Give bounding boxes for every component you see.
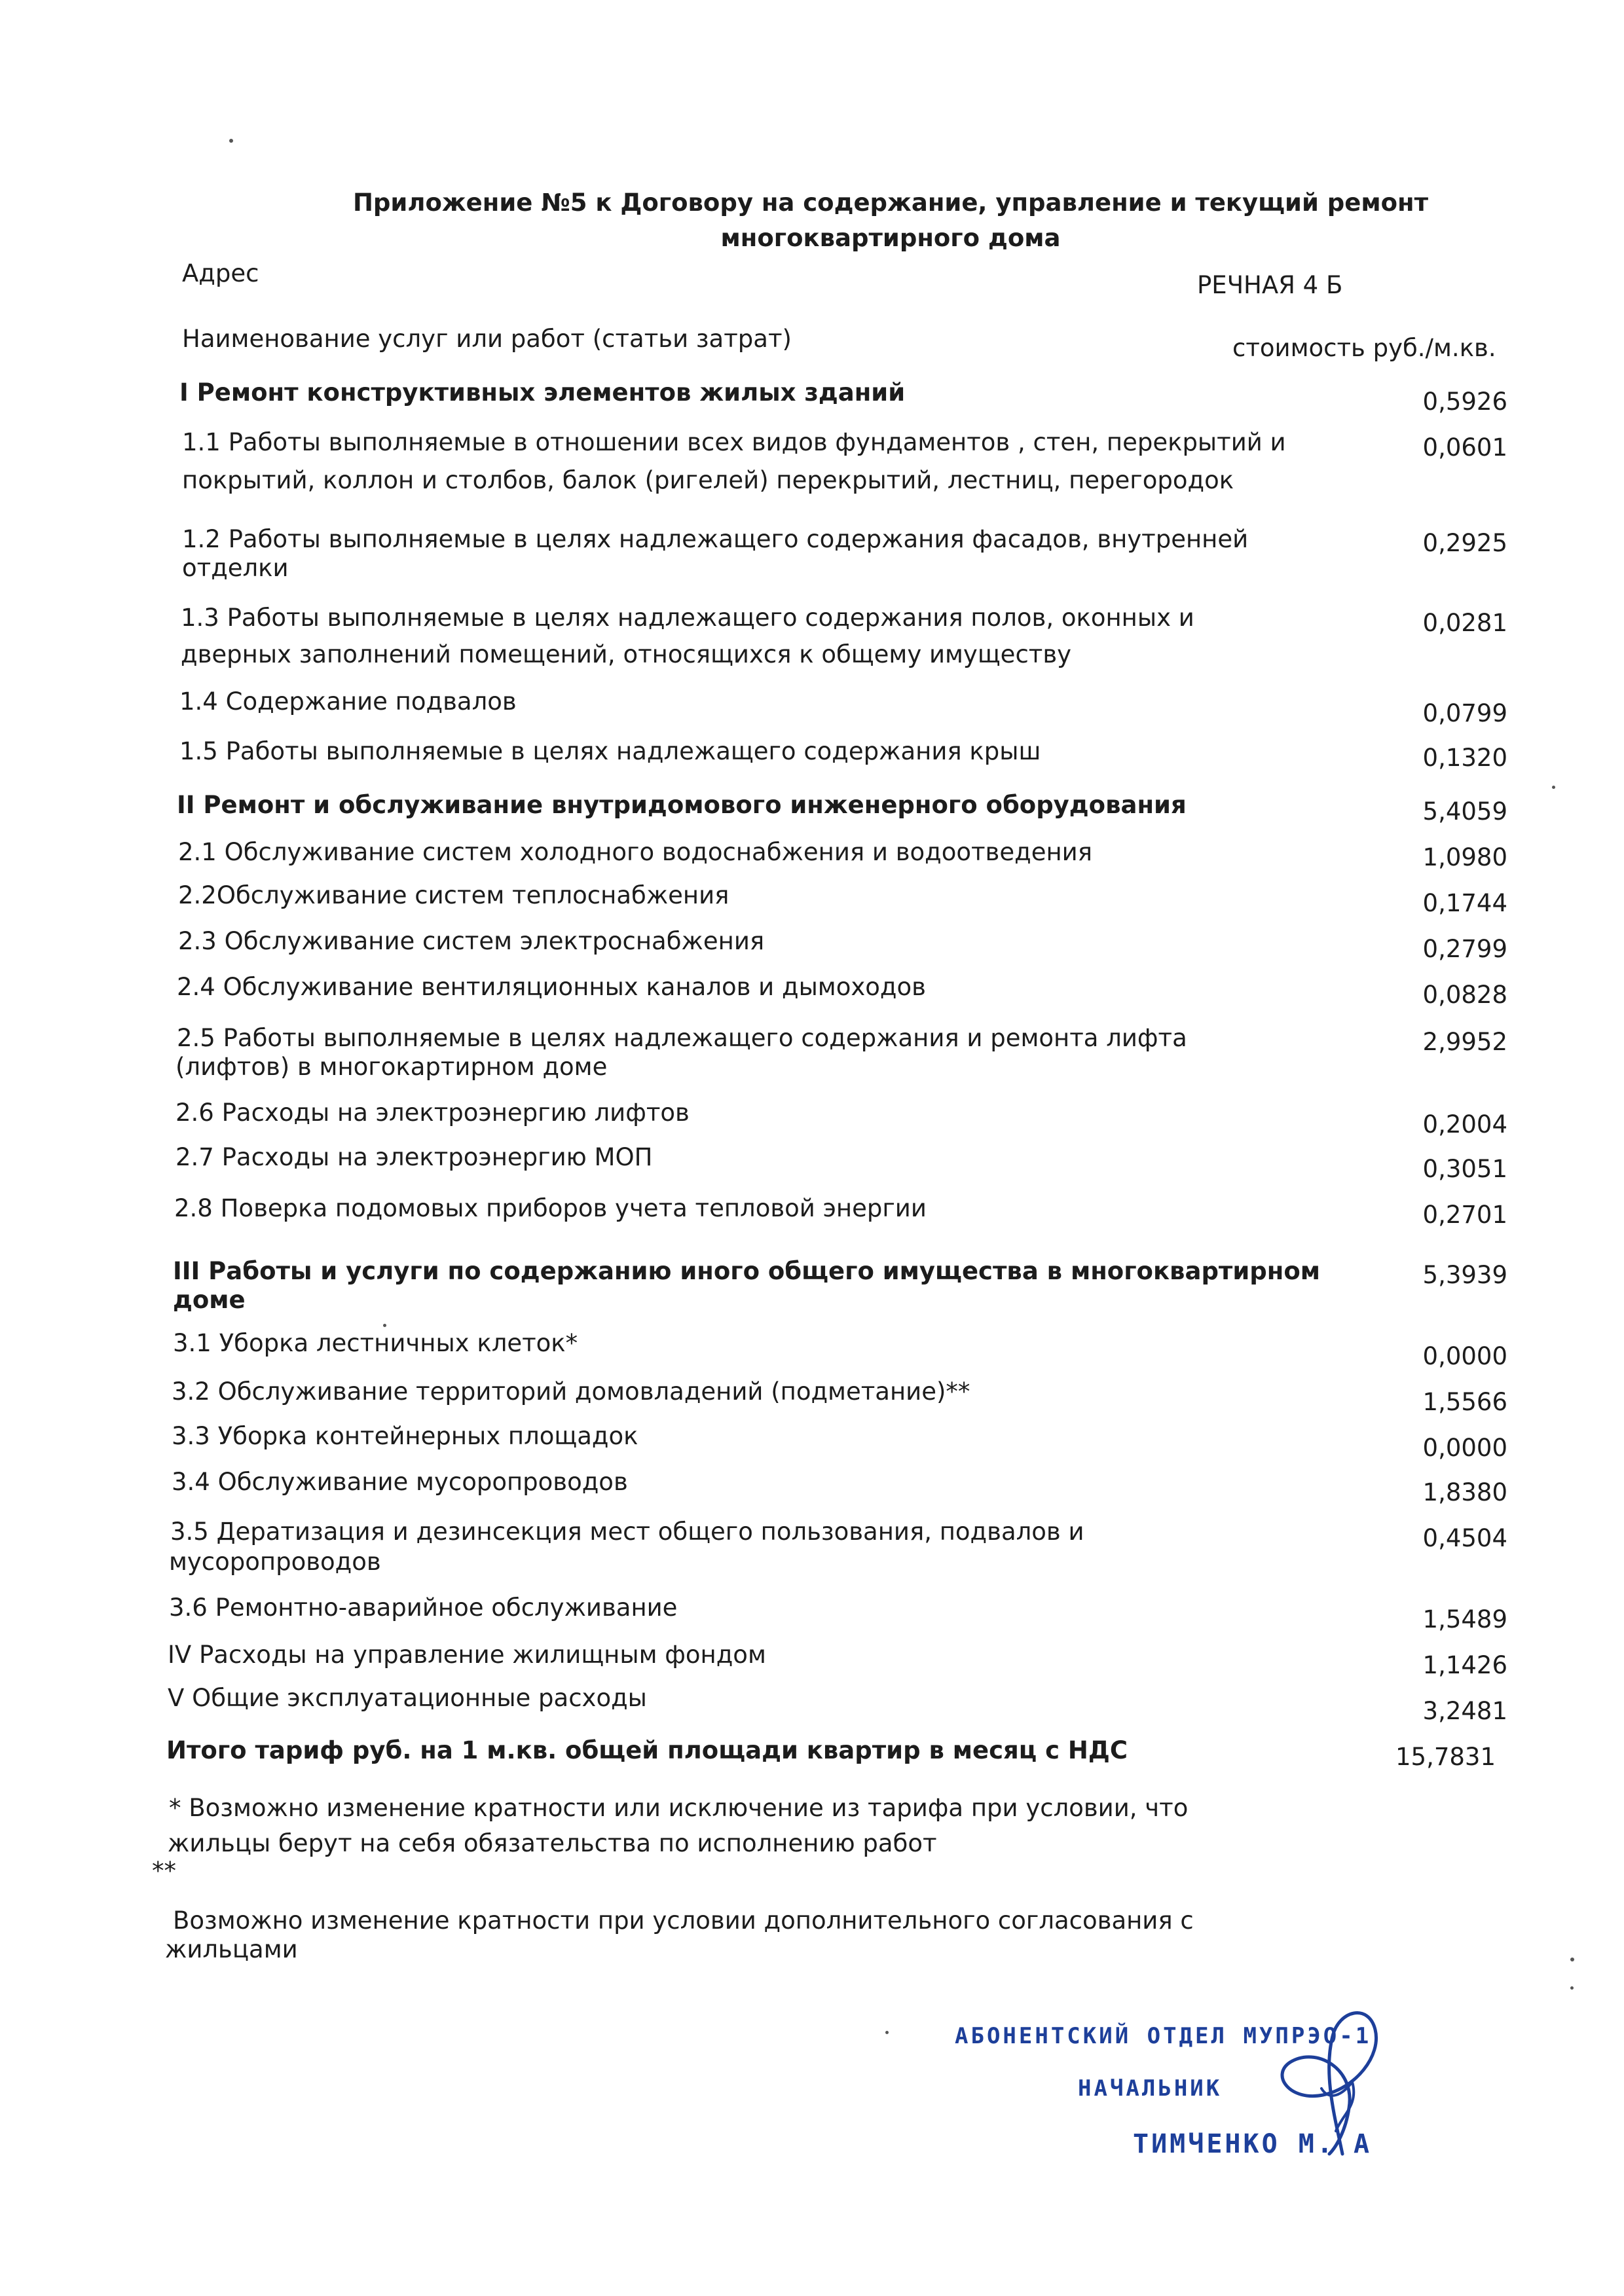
- total-label: Итого тариф руб. на 1 м.кв. общей площади квартир в месяц с НДС: [166, 1736, 1128, 1764]
- item-2-3: 2.3 Обслуживание систем электроснабжения: [178, 927, 765, 955]
- item-2-1: 2.1 Обслуживание систем холодного водоснабжения и водоотведения: [178, 838, 1092, 866]
- item-3-1: 3.1 Уборка лестничных клеток*: [173, 1329, 578, 1357]
- item-3-2: 3.2 Обслуживание территорий домовладений (подметание)**: [172, 1377, 970, 1406]
- section3-title-line2: доме: [173, 1286, 246, 1314]
- item-2-2: 2.2Обслуживание систем теплоснабжения: [178, 881, 729, 909]
- scan-speck: [383, 1324, 386, 1327]
- address-value: РЕЧНАЯ 4 Б: [1197, 271, 1343, 299]
- item-2-4-value: 0,0828: [1422, 981, 1507, 1009]
- item-2-4: 2.4 Обслуживание вентиляционных каналов и дымоходов: [177, 973, 926, 1001]
- item-1-5-value: 0,1320: [1422, 744, 1507, 772]
- section5-label: V Общие эксплуатационные расходы: [168, 1684, 647, 1712]
- section2-total: 5,4059: [1422, 797, 1507, 826]
- item-2-7: 2.7 Расходы на электроэнергию МОП: [175, 1143, 653, 1171]
- item-2-6-value: 0,2004: [1422, 1110, 1507, 1139]
- section3-title-line1: III Работы и услуги по содержанию иного общего имущества в многоквартирном: [173, 1257, 1321, 1285]
- item-1-2-line2: отделки: [182, 554, 289, 582]
- scan-speck: [1570, 1958, 1574, 1961]
- item-1-3-value: 0,0281: [1422, 609, 1507, 637]
- note2-marker: **: [152, 1857, 176, 1885]
- total-value: 15,7831: [1395, 1743, 1496, 1771]
- item-1-5: 1.5 Работы выполняемые в целях надлежащего содержания крыш: [179, 737, 1041, 765]
- item-1-1-value: 0,0601: [1422, 433, 1507, 462]
- item-1-3-line1: 1.3 Работы выполняемые в целях надлежащего содержания полов, оконных и: [181, 604, 1194, 632]
- note2-line1: Возможно изменение кратности при условии дополнительного согласования с: [173, 1906, 1194, 1935]
- section4-value: 1,1426: [1422, 1651, 1507, 1679]
- item-2-5-value: 2,9952: [1422, 1028, 1507, 1056]
- item-2-3-value: 0,2799: [1422, 935, 1507, 963]
- item-1-2-line1: 1.2 Работы выполняемые в целях надлежащего содержания фасадов, внутренней: [182, 525, 1249, 553]
- stamp-department: АБОНЕНТСКИЙ ОТДЕЛ МУПРЭО-1: [955, 2023, 1372, 2049]
- item-3-5-value: 0,4504: [1422, 1524, 1507, 1552]
- item-2-5-line1: 2.5 Работы выполняемые в целях надлежащего содержания и ремонта лифта: [177, 1024, 1187, 1052]
- item-3-6-value: 1,5489: [1422, 1605, 1507, 1633]
- item-1-3-line2: дверных заполнений помещений, относящихся к общему имуществу: [181, 640, 1072, 668]
- stamp-name: ТИМЧЕНКО М. А: [1133, 2129, 1373, 2159]
- item-2-7-value: 0,3051: [1422, 1155, 1507, 1183]
- item-2-8-value: 0,2701: [1422, 1201, 1507, 1229]
- item-2-6: 2.6 Расходы на электроэнергию лифтов: [175, 1099, 690, 1127]
- signature: [1244, 1990, 1395, 2160]
- stamp-position: НАЧАЛЬНИК: [1078, 2075, 1223, 2102]
- item-2-5-line2: (лифтов) в многокартирном доме: [175, 1053, 608, 1081]
- section2-title: II Ремонт и обслуживание внутридомового инженерного оборудования: [177, 791, 1187, 819]
- section3-total: 5,3939: [1422, 1261, 1507, 1289]
- document-title: Приложение №5 к Договору на содержание, управление и текущий ремонт: [352, 189, 1429, 217]
- address-label: Адрес: [182, 259, 259, 287]
- note2-line2: жильцами: [165, 1935, 298, 1963]
- item-1-1-line2: покрытий, коллон и столбов, балок (ригелей) перекрытий, лестниц, перегородок: [182, 466, 1234, 494]
- item-1-4-value: 0,0799: [1422, 699, 1507, 727]
- item-2-8: 2.8 Поверка подомовых приборов учета тепловой энергии: [174, 1194, 927, 1222]
- section5-value: 3,2481: [1422, 1697, 1507, 1725]
- item-1-1-line1: 1.1 Работы выполняемые в отношении всех видов фундаментов , стен, перекрытий и: [182, 428, 1286, 456]
- scan-speck: [1570, 1986, 1574, 1990]
- section4-label: IV Расходы на управление жилищным фондом: [168, 1641, 766, 1669]
- item-3-1-value: 0,0000: [1422, 1342, 1507, 1370]
- section1-total: 0,5926: [1422, 388, 1507, 416]
- note1-line1: * Возможно изменение кратности или исключение из тарифа при условии, что: [169, 1794, 1189, 1822]
- scan-speck: [229, 139, 233, 143]
- scan-speck: [1552, 786, 1555, 789]
- item-3-5-line1: 3.5 Дератизация и дезинсекция мест общего пользования, подвалов и: [170, 1518, 1084, 1546]
- item-3-6: 3.6 Ремонтно-аварийное обслуживание: [169, 1594, 678, 1622]
- item-2-2-value: 0,1744: [1422, 889, 1507, 917]
- item-3-2-value: 1,5566: [1422, 1388, 1507, 1416]
- item-3-3-value: 0,0000: [1422, 1434, 1507, 1462]
- item-1-2-value: 0,2925: [1422, 529, 1507, 557]
- column-header-name: Наименование услуг или работ (статьи затрат): [182, 325, 792, 353]
- note1-line2: жильцы берут на себя обязательства по исполнению работ: [168, 1829, 937, 1857]
- document-title-line2: многоквартирного дома: [720, 224, 1061, 252]
- section1-title: I Ремонт конструктивных элементов жилых зданий: [179, 378, 906, 407]
- item-3-4-value: 1,8380: [1422, 1478, 1507, 1506]
- item-3-5-line2: мусоропроводов: [169, 1548, 381, 1576]
- item-3-4: 3.4 Обслуживание мусоропроводов: [172, 1468, 628, 1496]
- item-3-3: 3.3 Уборка контейнерных площадок: [172, 1422, 638, 1450]
- item-1-4: 1.4 Содержание подвалов: [179, 687, 517, 716]
- column-header-cost: стоимость руб./м.кв.: [1232, 334, 1496, 362]
- item-2-1-value: 1,0980: [1422, 843, 1507, 871]
- scan-speck: [885, 2031, 889, 2034]
